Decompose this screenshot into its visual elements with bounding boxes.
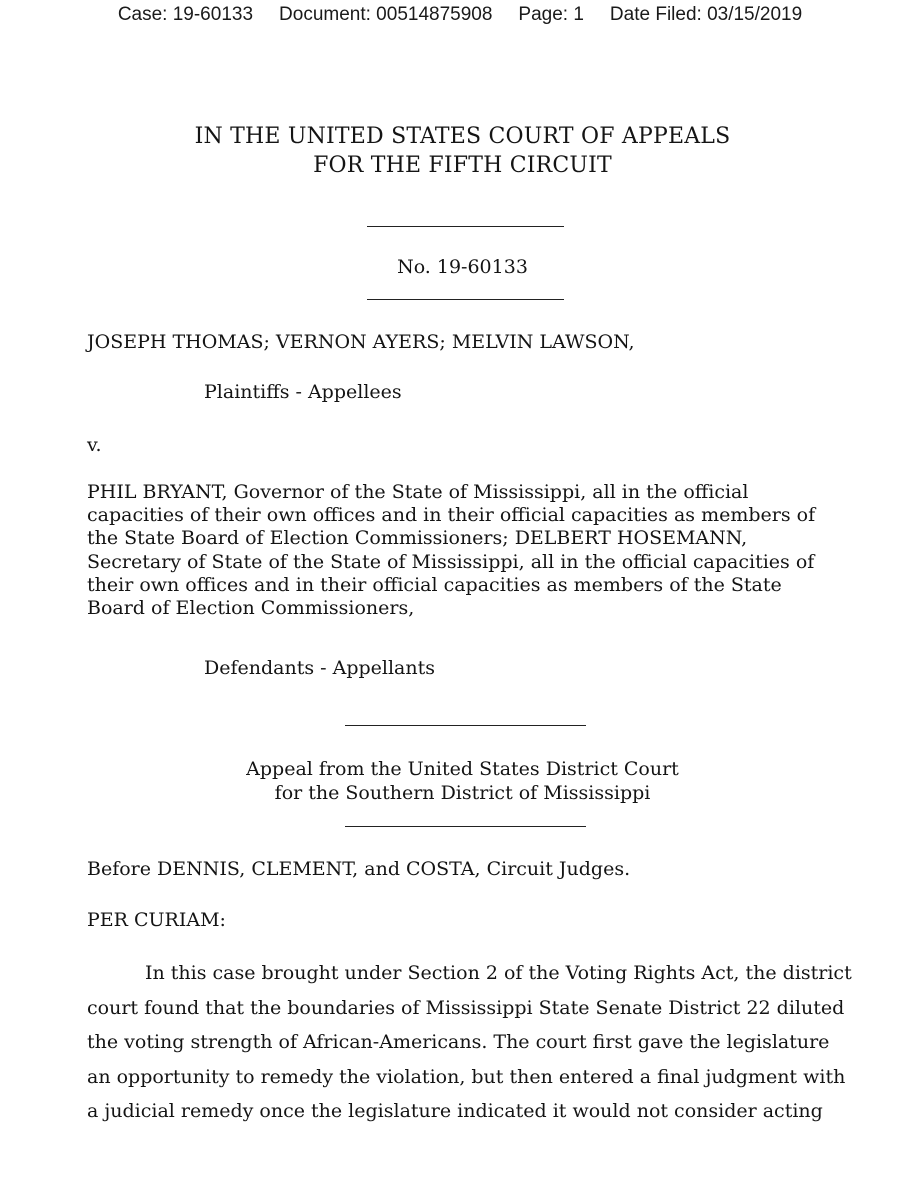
- divider-rule: [345, 826, 586, 827]
- appeal-origin: [0, 757, 920, 805]
- header-page-number: Page: 1: [518, 4, 584, 25]
- defendants-role: Defendants - Appellants: [204, 657, 435, 679]
- filing-header: [0, 4, 920, 26]
- opinion-body: [87, 956, 852, 1129]
- defendants-block: [87, 481, 815, 620]
- appeal-line-1: Appeal from the United States District Court: [246, 758, 679, 780]
- divider-rule: [345, 725, 586, 726]
- opinion-line: In this case brought under Section 2 of the Voting Rights Act, the district: [145, 962, 852, 984]
- plaintiffs-names: JOSEPH THOMAS; VERNON AYERS; MELVIN LAWSON,: [87, 331, 635, 353]
- defendants-line: PHIL BRYANT, Governor of the State of Mississippi, all in the official: [87, 481, 749, 503]
- opinion-line: the voting strength of African-Americans. The court first gave the legislature: [87, 1031, 830, 1053]
- defendants-line: the State Board of Election Commissioners; DELBERT HOSEMANN,: [87, 527, 748, 550]
- defendants-line: Secretary of State of the State of Mississippi, all in the official capacities of: [87, 550, 815, 573]
- header-case-number: Case: 19-60133: [117, 4, 254, 25]
- plaintiffs-role: Plaintiffs - Appellees: [204, 381, 402, 403]
- divider-rule: [367, 299, 564, 300]
- header-date-filed: Date Filed: 03/15/2019: [609, 4, 803, 25]
- court-title-line-1: IN THE UNITED STATES COURT OF APPEALS: [194, 124, 731, 149]
- opinion-line: a judicial remedy once the legislature indicated it would not consider acting: [87, 1100, 823, 1122]
- court-title-line-2: FOR THE FIFTH CIRCUIT: [313, 153, 612, 178]
- versus: v.: [87, 434, 102, 456]
- defendants-line: capacities of their own offices and in their official capacities as members of: [87, 504, 816, 527]
- opinion-line: an opportunity to remedy the violation, but then entered a final judgment with: [87, 1065, 846, 1088]
- appeal-line-2: for the Southern District of Mississippi: [274, 782, 651, 804]
- divider-rule: [367, 226, 564, 227]
- opinion-line: court found that the boundaries of Mississippi State Senate District 22 diluted: [87, 996, 845, 1019]
- header-document-number: Document: 00514875908: [279, 4, 493, 25]
- defendants-line: Board of Election Commissioners,: [87, 597, 415, 620]
- court-title: [0, 122, 920, 180]
- per-curiam-heading: PER CURIAM:: [87, 909, 226, 931]
- panel-judges: Before DENNIS, CLEMENT, and COSTA, Circuit Judges.: [87, 858, 631, 880]
- case-number: No. 19-60133: [397, 256, 528, 278]
- defendants-line: their own offices and in their official capacities as members of the State: [87, 573, 782, 596]
